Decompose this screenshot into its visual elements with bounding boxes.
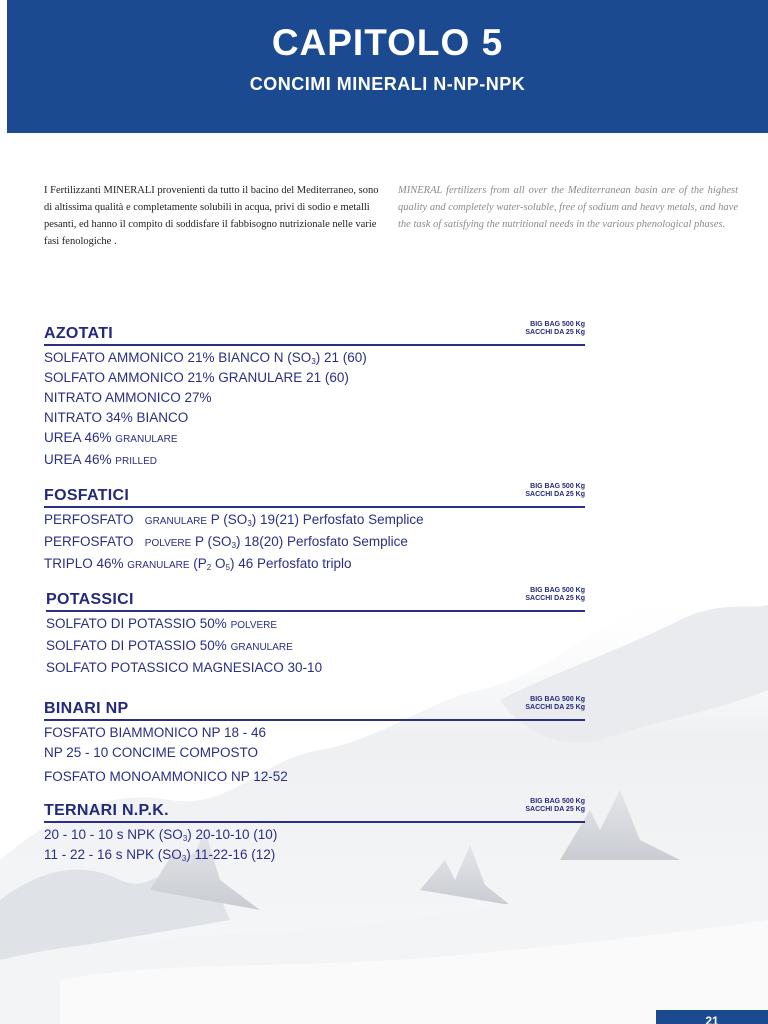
section-divider [44,821,585,823]
product-item: UREA 46% PRILLED [44,452,157,467]
product-item: SOLFATO POTASSICO MAGNESIACO 30-10 [46,660,323,675]
product-item: PERFOSFATO POLVERE P $(SO_3)$ 18(20) Perfosfato Semplice [44,534,408,550]
section-title: TERNARI N.P.K. [44,802,169,819]
intro-english: MINERAL fertilizers from all over the Mediterranean basin are of the highest quality and completely water-soluble, free of sodium and heavy metals, and have the task of satisfying the nutritional needs in the various phenological phases. [398,185,738,230]
packaging-info: BIG BAG 500 Kg SACCHI DA 25 Kg [525,321,585,336]
section-divider [44,719,585,721]
section-title: POTASSICI [46,591,134,608]
product-item: SOLFATO DI POTASSIO 50% GRANULARE [46,638,293,653]
section-title: AZOTATI [44,325,114,342]
product-list [44,348,367,472]
product-item: NP 25 - 10 CONCIME COMPOSTO [44,745,259,760]
product-list [44,825,277,865]
product-item: NITRATO AMMONICO 27% [44,390,212,405]
section-divider [44,344,585,346]
product-item: FOSFATO BIAMMONICO NP 18 - 46 [44,725,267,740]
product-item: TRIPLO 46% GRANULARE ($P_2$ $O_5$) 46 Perfosfato triplo [44,556,352,572]
product-item: SOLFATO DI POTASSIO 50% POLVERE [46,616,278,631]
product-item: FOSFATO MONOAMMONICO NP 12-52 [44,769,288,784]
section-divider [46,610,585,612]
product-item: 20 - 10 - 10 s NPK $(SO_3)$ 20-10-10 (10) [44,827,278,843]
packaging-info: BIG BAG 500 Kg SACCHI DA 25 Kg [525,798,585,813]
product-item: SOLFATO AMMONICO 21% GRANULARE 21 (60) [44,370,349,385]
section-title: BINARI NP [44,700,129,717]
section-divider [44,506,585,508]
chapter-header [7,0,768,133]
product-item: NITRATO 34% BIANCO [44,410,189,425]
product-list [44,510,424,576]
product-item: UREA 46% GRANULARE [44,430,178,445]
packaging-info: BIG BAG 500 Kg SACCHI DA 25 Kg [525,483,585,498]
chapter-subtitle: CONCIMI MINERALI N-NP-NPK [249,74,526,94]
product-list [44,723,288,787]
page-number: 21 [656,1010,768,1024]
product-item: SOLFATO AMMONICO 21% BIANCO N $(SO_3)$ 21 (60) [44,350,367,366]
intro-italian: I Fertilizzanti MINERALI provenienti da tutto il bacino del Mediterraneo, sono di altissima qualità e completamente solubili in acqua, privi di sodio e metalli pesanti, ed hanno il compito di soddisfare il fabbisogno nutrizionale nelle varie fasi fenologiche . [44,185,379,247]
product-list [46,614,322,678]
chapter-title: CAPITOLO 5 [271,22,504,63]
section-title: FOSFATICI [44,487,130,504]
packaging-info: BIG BAG 500 Kg SACCHI DA 25 Kg [525,696,585,711]
product-item: PERFOSFATO GRANULARE P $(SO_3)$ 19(21) Perfosfato Semplice [44,512,424,528]
packaging-info: BIG BAG 500 Kg SACCHI DA 25 Kg [525,587,585,602]
product-item: 11 - 22 - 16 s NPK $(SO_3)$ 11-22-16 (12) [44,847,276,863]
